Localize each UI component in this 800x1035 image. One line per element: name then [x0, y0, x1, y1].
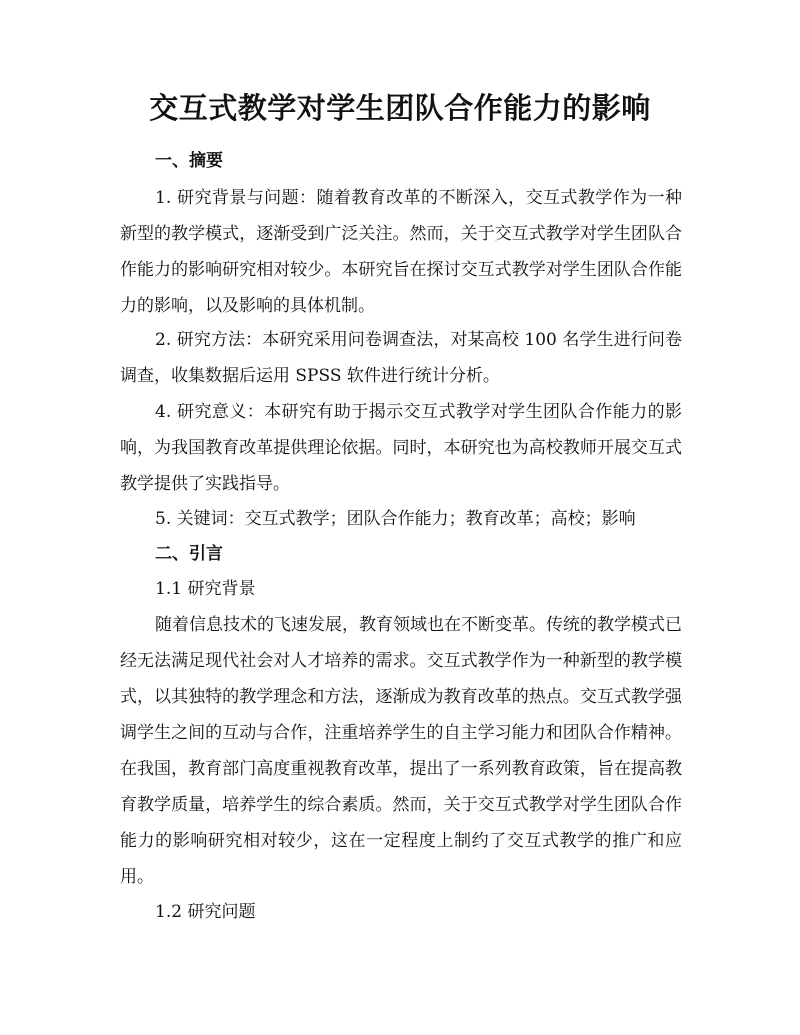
- abstract-paragraph-keywords: 5. 关键词：交互式教学；团队合作能力；教育改革；高校；影响: [155, 509, 636, 529]
- abstract-paragraph-background: 1. 研究背景与问题：随着教育改革的不断深入，交互式教学作为一种新型的教学模式，逐渐受到广泛关注。然而，关于交互式教学对学生团队合作能力的影响研究相对较少。本研究旨在探讨交互式教学对学生团队合作能力的影响，以及影响的具体机制。: [120, 188, 682, 316]
- subsection-title-background: 1.1 研究背景: [155, 579, 256, 599]
- section-heading-introduction: 二、引言: [155, 544, 223, 564]
- document-title: 交互式教学对学生团队合作能力的影响: [149, 91, 651, 125]
- abstract-paragraph-method: 2. 研究方法：本研究采用问卷调查法，对某高校 100 名学生进行问卷调查，收集数据后运用 SPSS 软件进行统计分析。: [120, 330, 682, 386]
- introduction-paragraph-background: 随着信息技术的飞速发展，教育领域也在不断变革。传统的教学模式已经无法满足现代社会对人才培养的需求。交互式教学作为一种新型的教学模式，以其独特的教学理念和方法，逐渐成为教育改革的热点。交互式教学强调学生之间的互动与合作，注重培养学生的自主学习能力和团队合作精神。在我国，教育部门高度重视教育改革，提出了一系列教育政策，旨在提高教育教学质量，培养学生的综合素质。然而，关于交互式教学对学生团队合作能力的影响研究相对较少，这在一定程度上制约了交互式教学的推广和应用。: [120, 615, 682, 887]
- subsection-title-research-question: 1.2 研究问题: [155, 902, 256, 922]
- section-heading-abstract: 一、摘要: [155, 151, 223, 171]
- abstract-paragraph-significance: 4. 研究意义：本研究有助于揭示交互式教学对学生团队合作能力的影响，为我国教育改革提供理论依据。同时，本研究也为高校教师开展交互式教学提供了实践指导。: [120, 402, 682, 494]
